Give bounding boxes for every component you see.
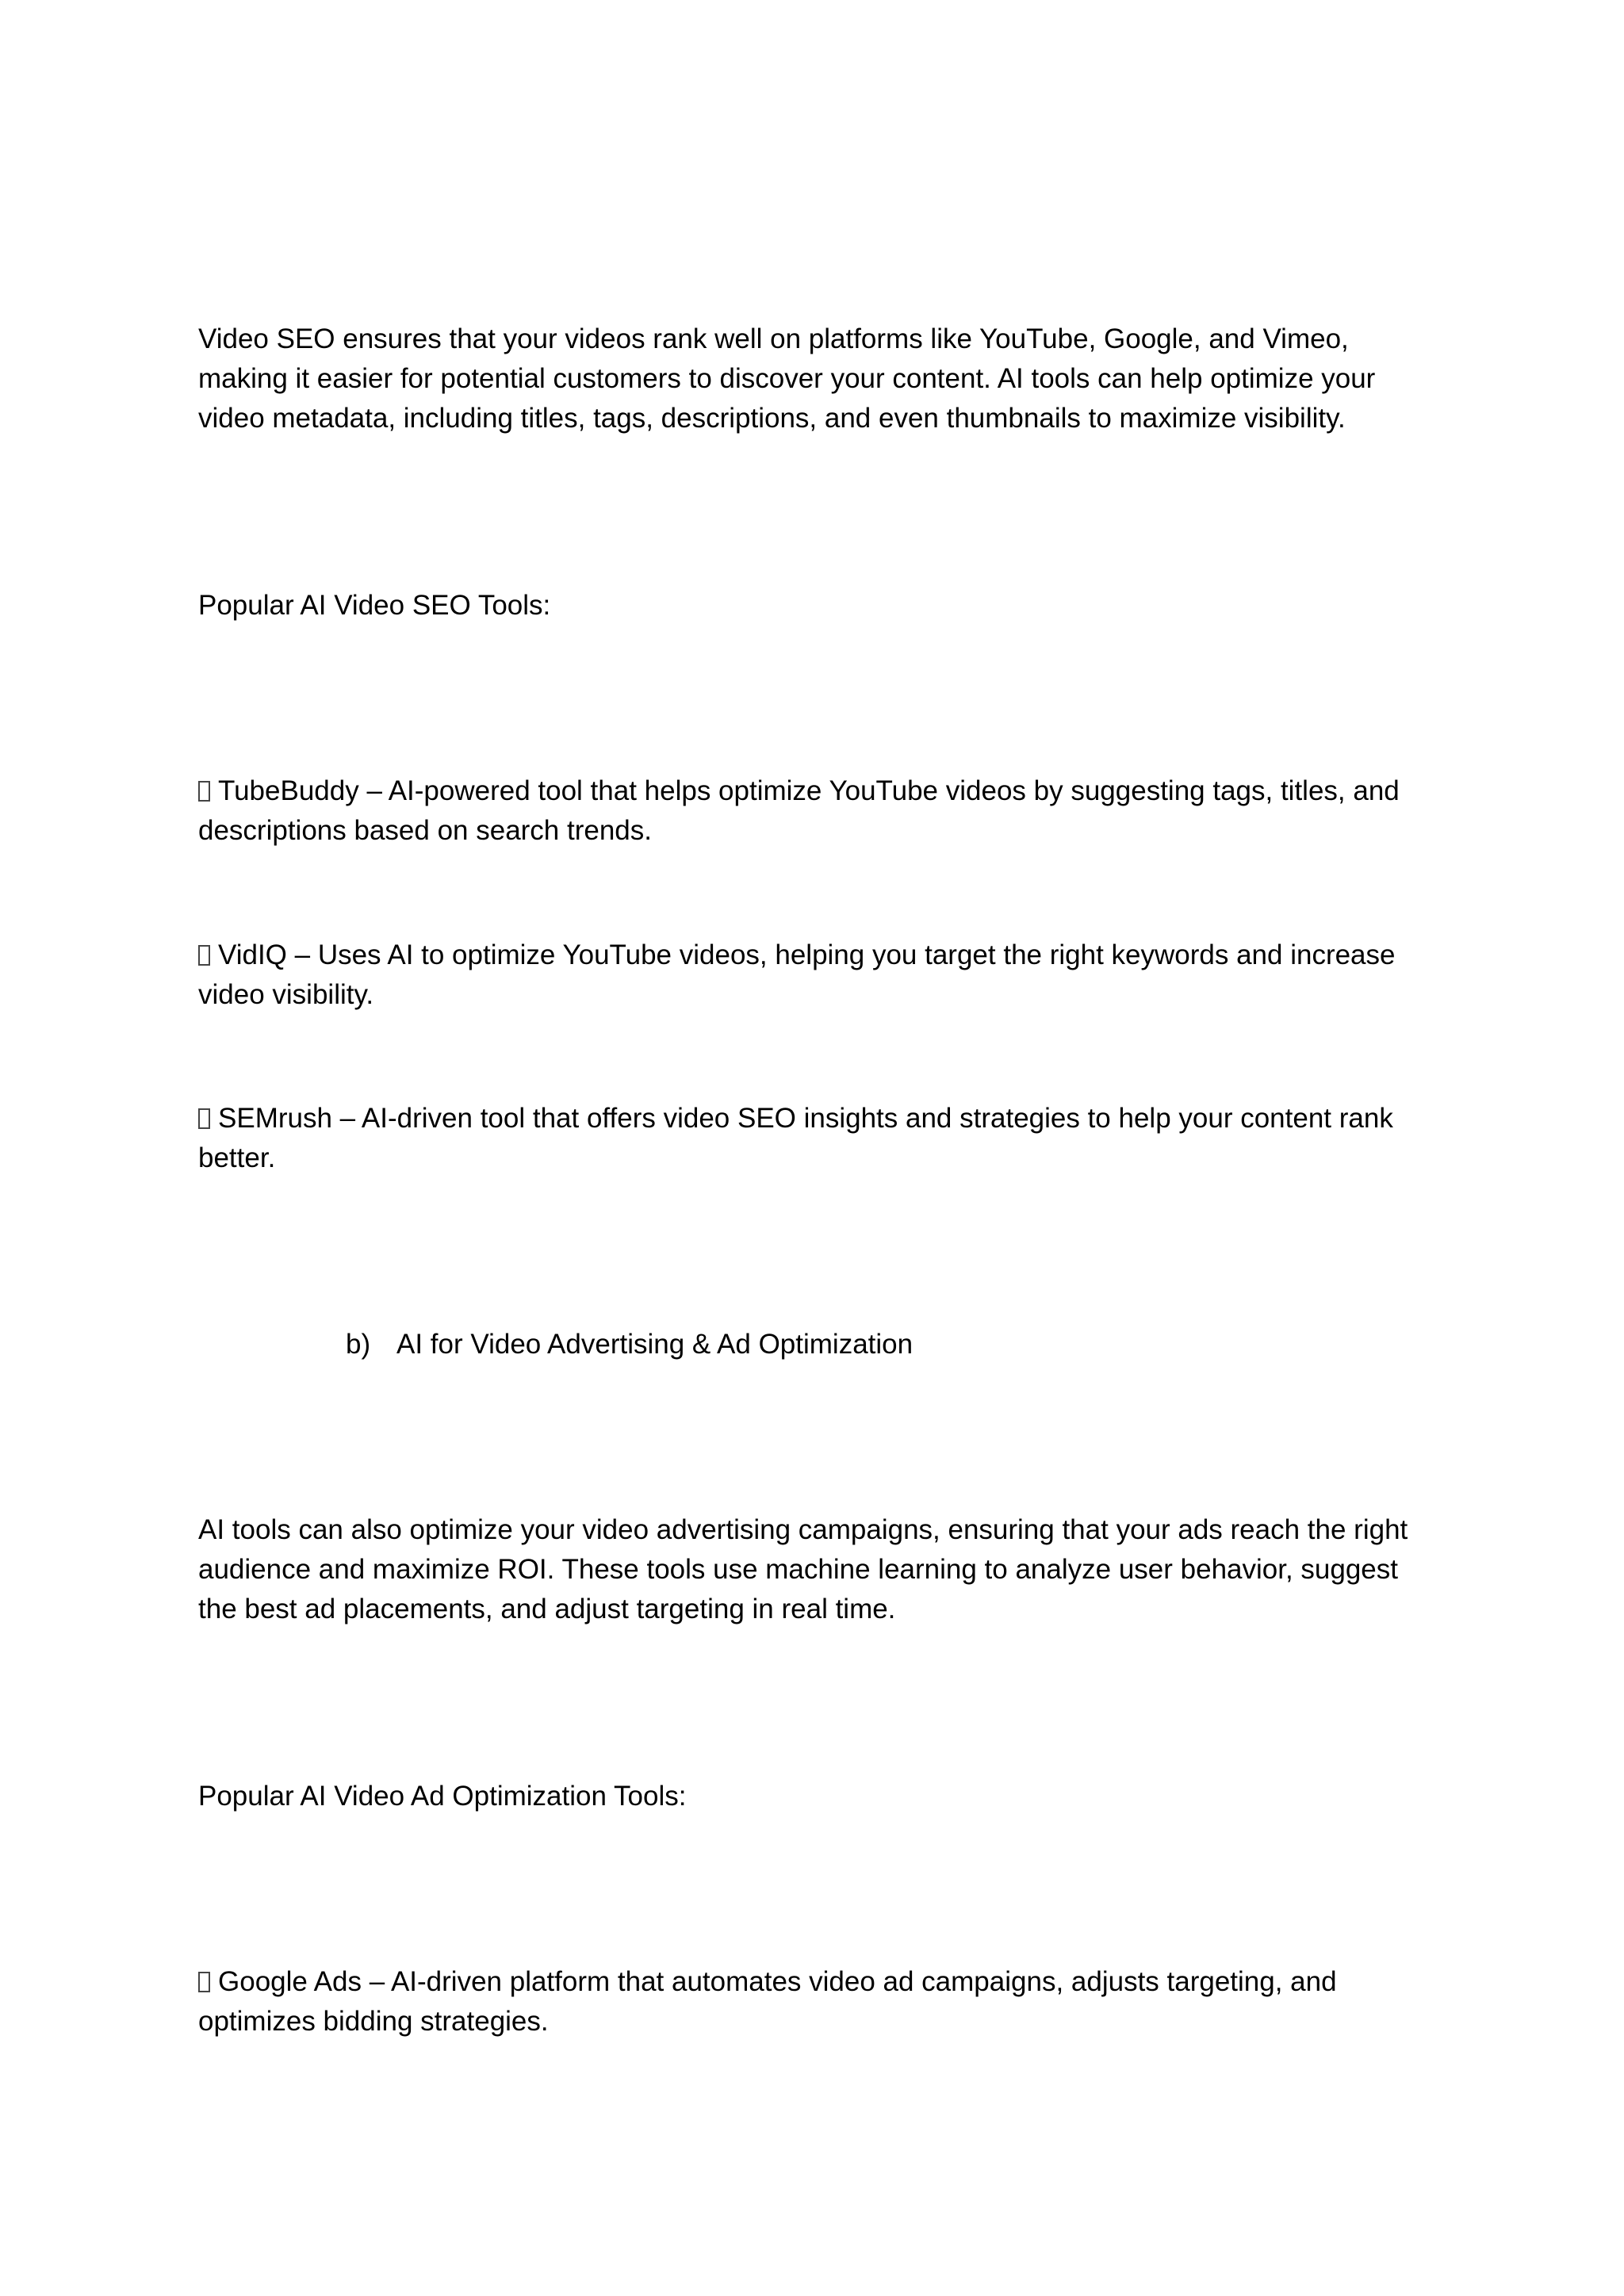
missing-glyph-box-icon <box>198 1108 210 1129</box>
list-item <box>198 936 1435 1015</box>
missing-glyph-box-icon <box>198 781 210 802</box>
missing-glyph-box-icon <box>198 1972 210 1992</box>
ad-paragraph: AI tools can also optimize your video advertising campaigns, ensuring that your ads reach the right audience and maximize ROI. These tools use machine learning to analyze user behavior, suggest the best ad placements, and adjust targeting in real time. <box>198 1514 1408 1624</box>
list-item <box>198 1962 1435 2042</box>
section-title: AI for Video Advertising & Ad Optimization <box>396 1329 914 1360</box>
section-b-heading <box>346 1325 1377 1364</box>
missing-glyph-box-icon <box>198 945 210 966</box>
seo-tools-heading: Popular AI Video SEO Tools: <box>198 590 551 621</box>
list-item <box>198 771 1435 851</box>
intro-paragraph: Video SEO ensures that your videos rank well on platforms like YouTube, Google, and Vimeo, making it easier for potential customers to discover your content. AI tools can help optimize your video metadata, including titles, tags, descriptions, and even thumbnails to maximize visibility. <box>198 323 1376 434</box>
list-item-text: VidIQ – Uses AI to optimize YouTube videos, helping you target the right keywords and increase video visibility. <box>198 939 1396 1010</box>
list-item <box>198 1099 1435 1178</box>
ad-tools-heading: Popular AI Video Ad Optimization Tools: <box>198 1781 687 1812</box>
list-item-text: SEMrush – AI-driven tool that offers video SEO insights and strategies to help your content rank better. <box>198 1103 1393 1173</box>
list-item-text: Google Ads – AI-driven platform that automates video ad campaigns, adjusts targeting, and optimizes bidding strategies. <box>198 1966 1337 2037</box>
section-marker: b) <box>346 1329 371 1360</box>
list-item-text: TubeBuddy – AI-powered tool that helps optimize YouTube videos by suggesting tags, titles, and descriptions based on search trends. <box>198 775 1400 846</box>
